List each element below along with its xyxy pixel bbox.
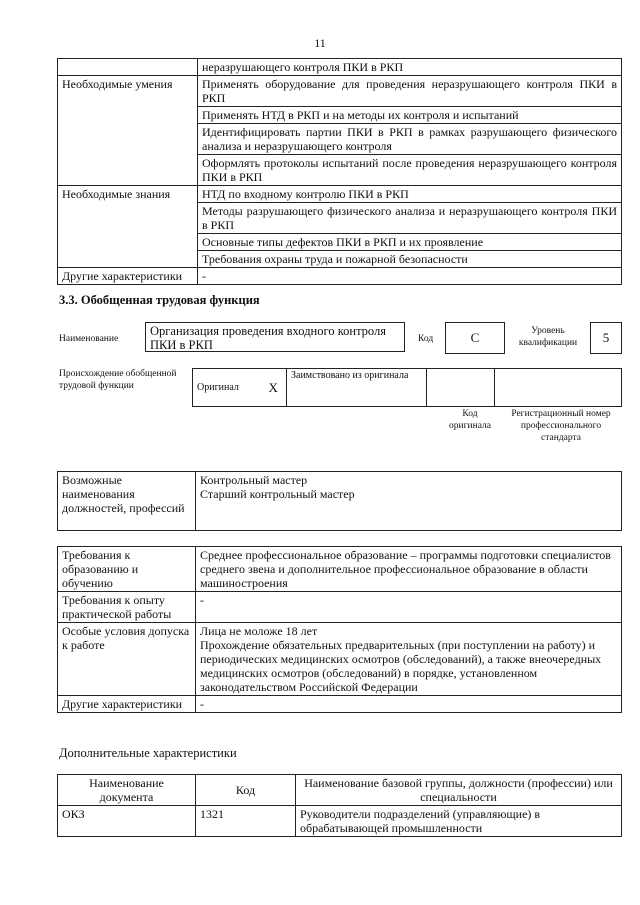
table-cell: неразрушающего контроля ПКИ в РКП: [198, 59, 622, 76]
header-group-name: Наименование базовой группы, должности (профессии) или специальности: [296, 775, 622, 806]
name-label: Наименование: [59, 334, 119, 344]
reg-number-caption: Регистрационный номер профессионального стандарта: [511, 409, 611, 443]
table-cell: [495, 369, 622, 407]
req-label-other: Другие характеристики: [58, 696, 196, 713]
original-label: Оригинал: [193, 369, 261, 407]
table-cell: Методы разрушающего физического анализа и неразрушающего контроля ПКИ в РКП: [198, 203, 622, 234]
req-value-education: Среднее профессиональное образование – программы подготовки специалистов среднего звена и дополнительное профессиональное образование в области машиностроения: [196, 547, 622, 592]
req-value-conditions: [196, 623, 622, 696]
table-row: [58, 592, 622, 623]
additional-title: Дополнительные характеристики: [59, 746, 237, 760]
table-cell: [427, 369, 495, 407]
position-item: Старший контрольный мастер: [200, 487, 355, 501]
function-name-box: [145, 322, 405, 352]
table-cell: Идентифицировать партии ПКИ в РКП в рамках разрушающего физического анализа и неразрушающего контроля: [198, 124, 622, 155]
table-row: [58, 76, 622, 107]
table-row: [58, 623, 622, 696]
table-row: [58, 696, 622, 713]
header-code: Код: [196, 775, 296, 806]
function-name-value: Организация проведения входного контроля ПКИ в РКП: [150, 324, 387, 352]
table-cell: Руководители подразделений (управляющие) в обрабатывающей промышленности: [296, 806, 622, 837]
table-row: [58, 547, 622, 592]
level-label: Уровень квалификации: [518, 326, 578, 348]
skills-table: [57, 58, 622, 285]
table-cell: Применять оборудование для проведения неразрушающего контроля ПКИ в РКП: [198, 76, 622, 107]
table-cell: Оформлять протоколы испытаний после проведения неразрушающего контроля ПКИ в РКП: [198, 155, 622, 186]
positions-label: Возможные наименования должностей, профессий: [58, 472, 196, 531]
condition-item: Прохождение обязательных предварительных (при поступлении на работу) и периодических медицинских осмотров (обследований), а также внеочередных медицинских осмотров (обследований) в порядке, установленном законодательством Российской Федерации: [200, 638, 602, 694]
table-row: [58, 268, 622, 285]
code-box: [445, 322, 505, 354]
additional-table: [57, 774, 622, 837]
level-box: [590, 322, 622, 354]
table-row: [58, 472, 622, 531]
code-value: C: [470, 330, 480, 345]
borrowed-label: Заимствовано из оригинала: [287, 369, 427, 407]
position-item: Контрольный мастер: [200, 473, 308, 487]
req-value-other: -: [196, 696, 622, 713]
origin-label: Происхождение обобщенной трудовой функции: [59, 369, 177, 391]
code-label: Код: [418, 334, 434, 344]
original-mark: X: [261, 369, 287, 407]
page-number: 11: [314, 36, 326, 50]
table-cell: -: [198, 268, 622, 285]
row-label-knowledge: Необходимые знания: [58, 186, 198, 268]
row-label-other: Другие характеристики: [58, 268, 198, 285]
table-row: [58, 775, 622, 806]
table-row: [193, 369, 622, 407]
req-label-conditions: Особые условия допуска к работе: [58, 623, 196, 696]
table-cell: Основные типы дефектов ПКИ в РКП и их проявление: [198, 234, 622, 251]
code-original-caption: Код оригинала: [449, 409, 491, 431]
table-cell: Требования охраны труда и пожарной безопасности: [198, 251, 622, 268]
table-cell: [58, 59, 198, 76]
requirements-table: [57, 546, 622, 713]
table-cell: 1321: [196, 806, 296, 837]
req-label-experience: Требования к опыту практической работы: [58, 592, 196, 623]
section-title: 3.3. Обобщенная трудовая функция: [59, 293, 260, 307]
req-value-experience: -: [196, 592, 622, 623]
origin-table: [192, 368, 622, 407]
positions-values: [196, 472, 622, 531]
table-cell: ОКЗ: [58, 806, 196, 837]
req-label-education: Требования к образованию и обучению: [58, 547, 196, 592]
row-label-skills: Необходимые умения: [58, 76, 198, 186]
condition-item: Лица не моложе 18 лет: [200, 624, 318, 638]
level-value: 5: [602, 330, 610, 345]
header-doc-name: Наименование документа: [58, 775, 196, 806]
table-cell: НТД по входному контролю ПКИ в РКП: [198, 186, 622, 203]
table-cell: Применять НТД в РКП и на методы их контроля и испытаний: [198, 107, 622, 124]
table-row: [58, 59, 622, 76]
table-row: [58, 186, 622, 203]
table-row: [58, 806, 622, 837]
positions-table: [57, 471, 622, 531]
